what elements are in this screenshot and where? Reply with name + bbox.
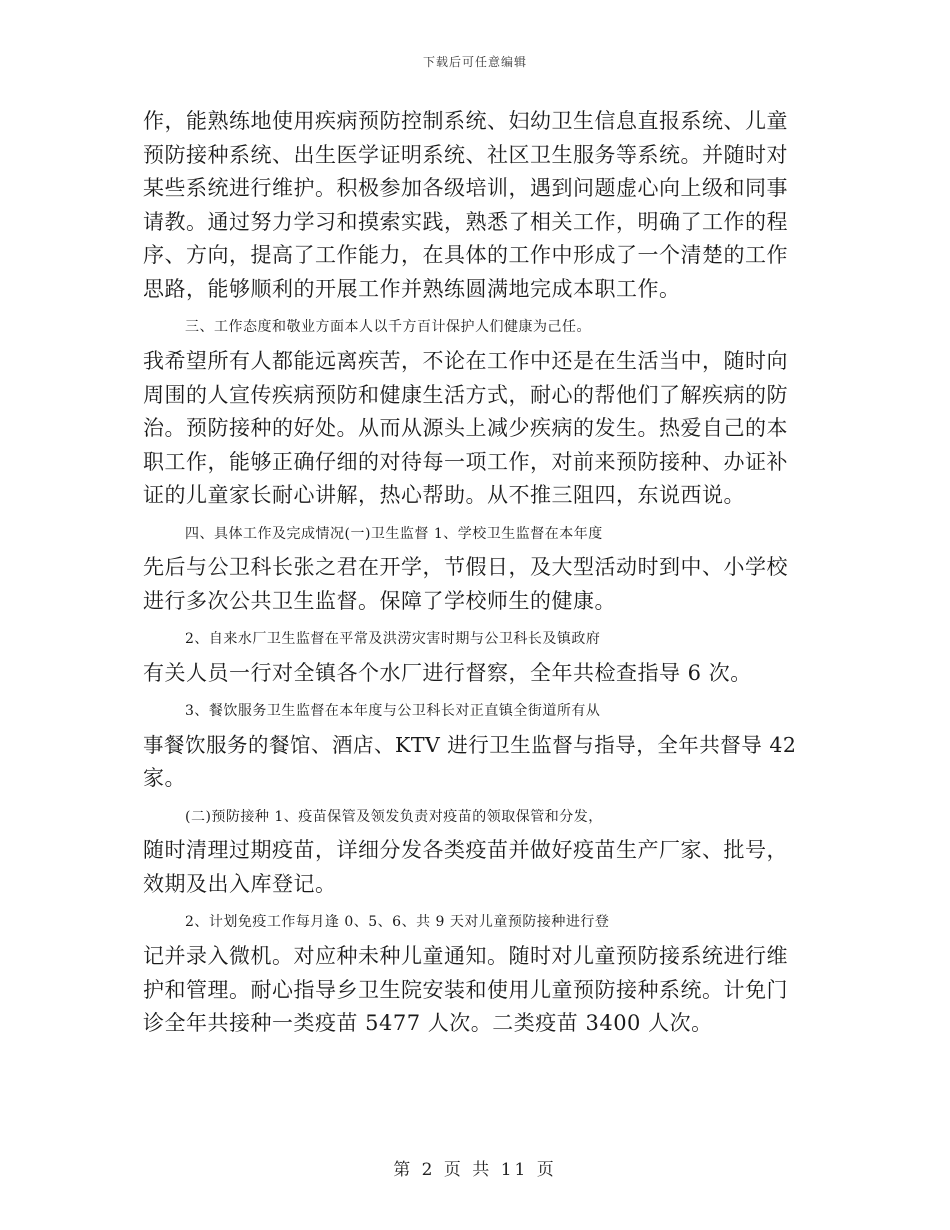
- page-footer: 第 2 页 共 11 页: [393, 1160, 557, 1180]
- page-header: 下载后可任意编辑: [422, 55, 527, 69]
- text-line: 效期及出入库登记。: [143, 872, 337, 897]
- paragraph: [143, 801, 811, 902]
- text-line: 先后与公卫科长张之君在开学，节假日，及大型活动时到中、小学校: [143, 555, 788, 580]
- text-line: 序、方向，提高了工作能力，在具体的工作中形成了一个清楚的工作: [143, 243, 788, 268]
- text-line: 思路，能够顺利的开展工作并熟练圆满地完成本职工作。: [143, 276, 681, 301]
- text-line: 四、具体工作及完成情况(一)卫生监督 1、学校卫生监督在本年度: [185, 525, 603, 542]
- text-line: 周围的人宣传疾病预防和健康生活方式，耐心的帮他们了解疾病的防: [143, 382, 788, 407]
- text-line: 治。预防接种的好处。从而从源头上减少疾病的发生。热爱自己的本: [143, 416, 788, 441]
- text-line: 记并录入微机。对应种未种儿童通知。随时对儿童预防接系统进行维: [143, 944, 788, 969]
- paragraph: [143, 518, 811, 619]
- text-line: 护和管理。耐心指导乡卫生院安装和使用儿童预防接种系统。计免门: [143, 977, 788, 1002]
- text-line: 有关人员一行对全镇各个水厂进行督察，全年共检查指导 6 次。: [143, 660, 752, 685]
- paragraph: [143, 906, 811, 1040]
- text-line: 2、自来水厂卫生监督在平常及洪涝灾害时期与公卫科长及镇政府: [185, 631, 601, 648]
- text-line: 诊全年共接种一类疫苗 5477 人次。二类疫苗 3400 人次。: [143, 1011, 713, 1036]
- text-line: 证的儿童家长耐心讲解，热心帮助。从不推三阻四，东说西说。: [143, 483, 745, 508]
- text-line: 家。: [143, 766, 186, 791]
- paragraph: [143, 623, 811, 690]
- text-line: 进行多次公共卫生监督。保障了学校师生的健康。: [143, 588, 616, 613]
- text-line: 预防接种系统、出生医学证明系统、社区卫生服务等系统。并随时对: [143, 142, 788, 167]
- paragraph: [143, 695, 811, 796]
- text-line: 3、餐饮服务卫生监督在本年度与公卫科长对正直镇全街道所有从: [185, 703, 601, 720]
- text-line: 2、计划免疫工作每月逢 0、5、6、共 9 天对儿童预防接种进行登: [185, 914, 610, 931]
- text-line: 三、工作态度和敬业方面本人以千方百计保护人们健康为己任。: [185, 319, 591, 336]
- paragraph: [143, 105, 811, 307]
- text-line: 作，能熟练地使用疾病预防控制系统、妇幼卫生信息直报系统、儿童: [143, 109, 788, 133]
- paragraph: [143, 311, 811, 513]
- text-line: 请教。通过努力学习和摸索实践，熟悉了相关工作，明确了工作的程: [143, 209, 788, 234]
- text-line: 我希望所有人都能远离疾苦，不论在工作中还是在生活当中，随时向: [143, 348, 788, 373]
- text-line: 某些系统进行维护。积极参加各级培训，遇到问题虚心向上级和同事: [143, 176, 788, 201]
- text-line: 事餐饮服务的餐馆、酒店、KTV 进行卫生监督与指导，全年共督导 42: [143, 732, 797, 757]
- text-line: 随时清理过期疫苗，详细分发各类疫苗并做好疫苗生产厂家、批号，: [143, 838, 788, 863]
- document-body: [143, 105, 811, 1046]
- text-line: (二)预防接种 1、疫苗保管及领发负责对疫苗的领取保管和分发，: [185, 808, 603, 825]
- text-line: 职工作，能够正确仔细的对待每一项工作，对前来预防接种、办证补: [143, 449, 788, 474]
